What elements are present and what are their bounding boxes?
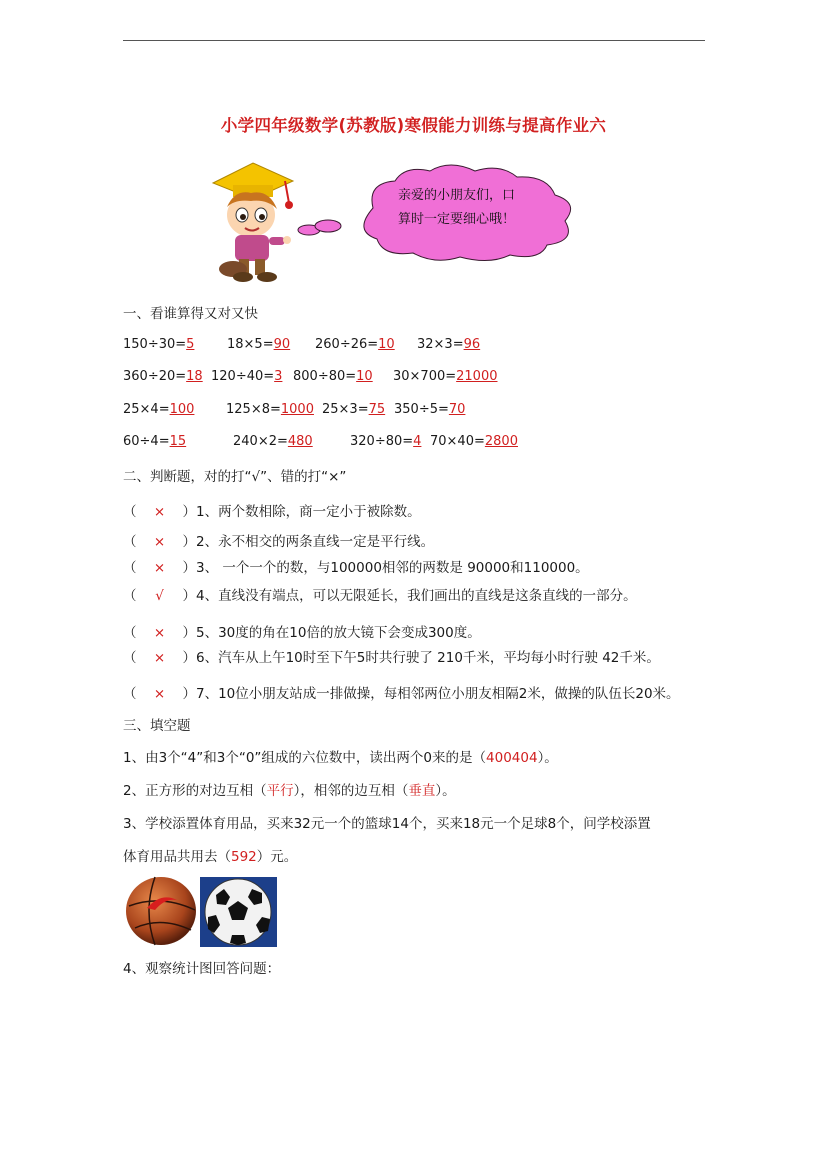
- fill-question-1: 1、由3个“4”和3个“0”组成的六位数中，读出两个0来的是（400404）。: [123, 750, 558, 766]
- fill-answer: 垂直: [408, 783, 436, 799]
- calc-item: 240×2=480: [233, 434, 313, 449]
- calc-item: 320÷80=4: [350, 434, 422, 449]
- calc-item: 18×5=90: [227, 337, 291, 352]
- calc-item: 125×8=1000: [226, 402, 314, 417]
- calc-item: 30×700=21000: [393, 369, 498, 384]
- judge-mark: ×: [153, 560, 166, 576]
- judge-item-6: （ × ）6、汽车从上午10时至下午5时共行驶了 210千米，平均每小时行驶 42千米。: [123, 650, 660, 666]
- calc-item: 70×40=2800: [430, 434, 518, 449]
- judge-item-1: （ × ）1、两个数相除，商一定小于被除数。: [123, 504, 421, 520]
- calc-item: 25×4=100: [123, 402, 195, 417]
- bubble-line-2: 算时一定要细心哦！: [398, 212, 516, 227]
- calc-item: 120÷40=3: [211, 369, 283, 384]
- judge-item-4: （ √ ）4、直线没有端点，可以无限延长，我们画出的直线是这条直线的一部分。: [123, 588, 637, 604]
- soccer-ball-image: [200, 877, 277, 947]
- calc-item: 25×3=75: [322, 402, 386, 417]
- calc-item: 260÷26=10: [315, 337, 395, 352]
- calc-item: 60÷4=15: [123, 434, 187, 449]
- judge-mark: ×: [153, 650, 166, 666]
- calc-item: 360÷20=18: [123, 369, 203, 384]
- judge-mark: √: [155, 588, 164, 604]
- judge-item-2: （ × ）2、永不相交的两条直线一定是平行线。: [123, 534, 435, 550]
- fill-answer: 400404: [486, 750, 538, 766]
- calc-item: 800÷80=10: [293, 369, 373, 384]
- judge-item-7: （ × ）7、10位小朋友站成一排做操，每相邻两位小朋友相隔2米，做操的队伍长20米。: [123, 686, 680, 702]
- calc-item: 350÷5=70: [394, 402, 466, 417]
- fill-question-3-line-2: 体育用品共用去（592）元。: [123, 849, 298, 865]
- judge-item-3: （ × ）3、 一个一个的数，与100000相邻的两数是 90000和110000。: [123, 560, 589, 576]
- section2-heading: 二、判断题，对的打“√”、错的打“×”: [123, 469, 347, 485]
- thought-bubble-text: [398, 184, 548, 232]
- calc-item: 150÷30=5: [123, 337, 195, 352]
- judge-mark: ×: [153, 625, 166, 641]
- fill-question-2: 2、正方形的对边互相（平行），相邻的边互相（垂直）。: [123, 783, 456, 799]
- judge-mark: ×: [153, 534, 166, 550]
- judge-item-5: （ × ）5、30度的角在10倍的放大镜下会变成300度。: [123, 625, 481, 641]
- bubble-line-1: 亲爱的小朋友们，口: [398, 188, 516, 203]
- section1-heading: 一、看谁算得又对又快: [123, 306, 258, 322]
- calc-item: 32×3=96: [417, 337, 481, 352]
- fill-question-3-line-1: 3、学校添置体育用品，买来32元一个的篮球14个，买来18元一个足球8个，问学校添置: [123, 816, 651, 832]
- section3-heading: 三、填空题: [123, 718, 191, 734]
- fill-question-4: 4、观察统计图回答问题：: [123, 961, 281, 977]
- fill-answer: 平行: [266, 783, 294, 799]
- basketball-image: [125, 876, 197, 946]
- judge-mark: ×: [153, 686, 166, 702]
- fill-answer: 592: [231, 849, 257, 865]
- header-rule: [123, 40, 705, 41]
- judge-mark: ×: [153, 504, 166, 520]
- page-title: 小学四年级数学(苏教版)寒假能力训练与提高作业六: [220, 116, 607, 135]
